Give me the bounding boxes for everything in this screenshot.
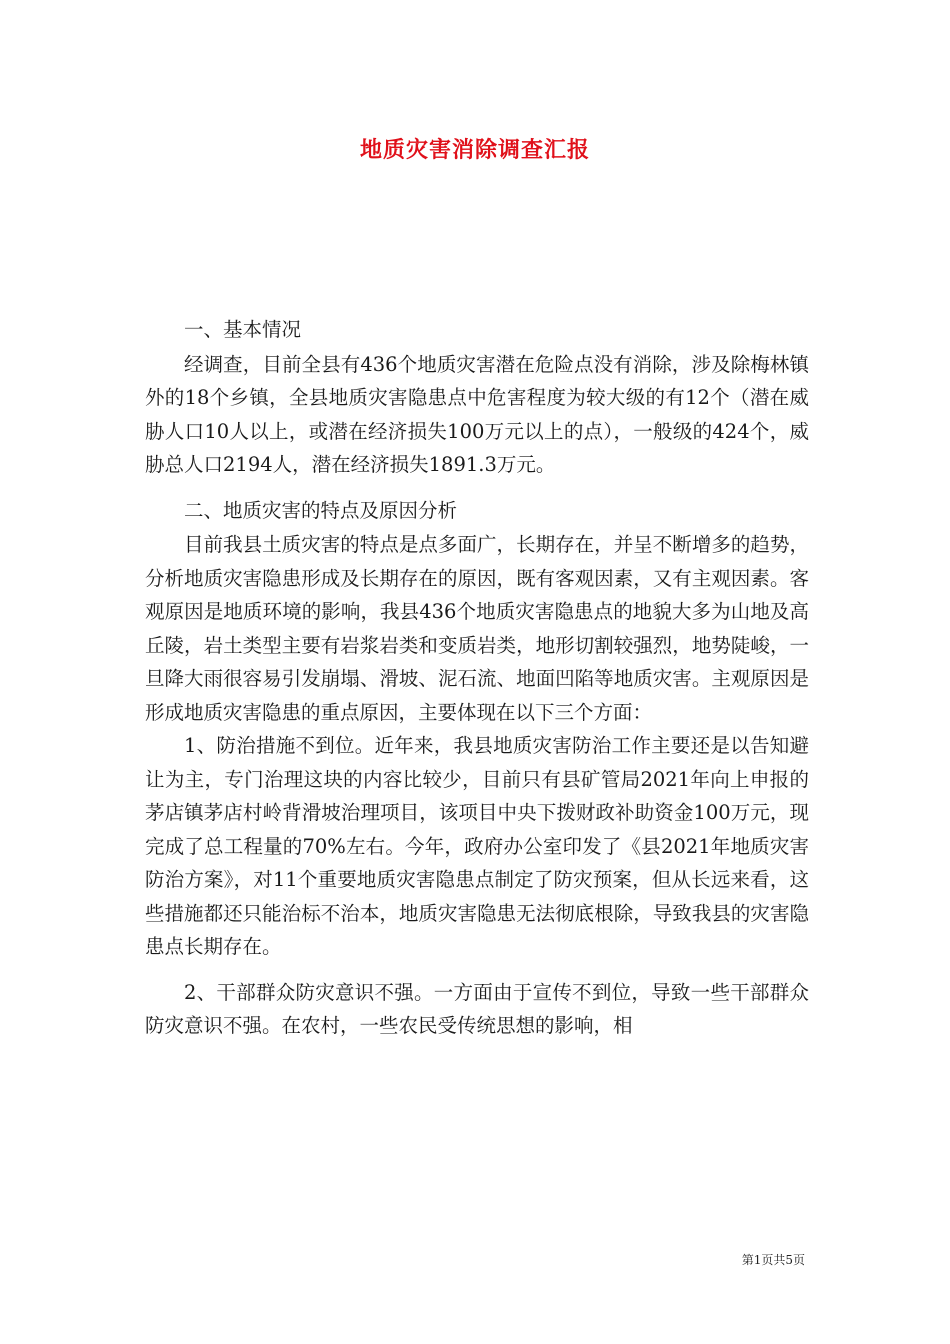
page-number: 第1页共5页 <box>741 1253 805 1267</box>
paragraph-awareness: 2、干部群众防灾意识不强。一方面由于宣传不到位，导致一些干部群众防灾意识不强。在农村，一些农民受传统思想的影响，相 <box>145 980 809 1037</box>
paragraph-analysis: 目前我县土质灾害的特点是点多面广，长期存在，并呈不断增多的趋势，分析地质灾害隐患形成及长期存在的原因，既有客观因素，又有主观因素。客观原因是地质环境的影响，我县436个地质灾害隐患点的地貌大多为山地及高丘陵，岩土类型主要有岩浆岩类和变质岩类，地形切割较强烈，地势陡峻，一旦降大雨很容易引发崩塌、滑坡、泥石流、地面凹陷等地质灾害。主观原因是形成地质灾害隐患的重点原因，主要体现在以下三个方面： <box>145 533 809 724</box>
section-heading-analysis: 二、地质灾害的特点及原因分析 <box>184 498 458 522</box>
document-title: 地质灾害消除调查汇报 <box>359 138 590 163</box>
document-body <box>145 313 809 1043</box>
paragraph-basic-situation: 经调查，目前全县有436个地质灾害潜在危险点没有消除，涉及除梅林镇外的18个乡镇，全县地质灾害隐患点中危害程度为较大级的有12个（潜在威胁人口10人以上，或潜在经济损失100万元以上的点），一般级的424个，威胁总人口2194人，潜在经济损失1891.3万元。 <box>145 352 809 476</box>
paragraph-measures: 1、防治措施不到位。近年来，我县地质灾害防治工作主要还是以告知避让为主，专门治理这块的内容比较少，目前只有县矿管局2021年向上申报的茅店镇茅店村岭背滑坡治理项目，该项目中央下拨财政补助资金100万元，现完成了总工程量的70%左右。今年，政府办公室印发了《县2021年地质灾害防治方案》，对11个重要地质灾害隐患点制定了防灾预案，但从长远来看，这些措施都还只能治标不治本，地质灾害隐患无法彻底根除，导致我县的灾害隐患点长期存在。 <box>145 734 809 958</box>
section-heading-basic: 一、基本情况 <box>184 318 302 341</box>
